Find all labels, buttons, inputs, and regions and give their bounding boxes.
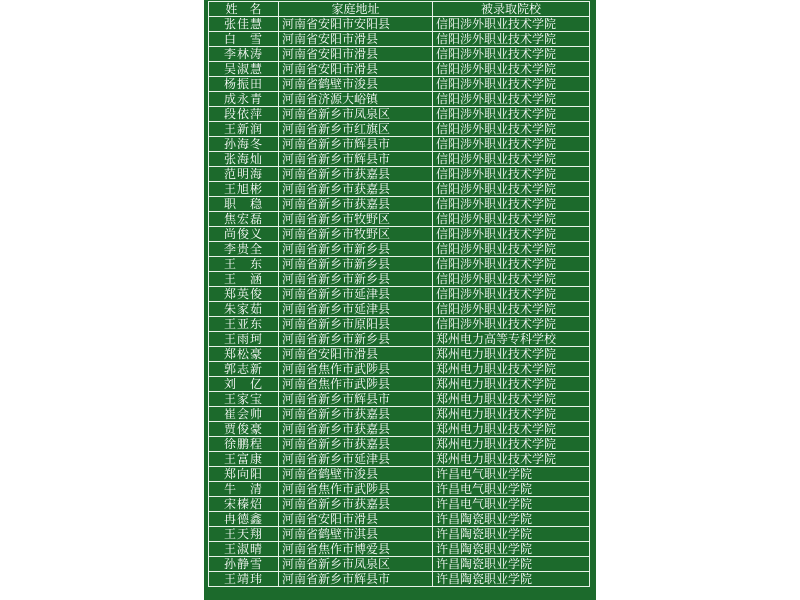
admitted-school-cell: 信阳涉外职业技术学院: [433, 47, 590, 62]
home-address-cell: 河南省焦作市武陟县: [279, 377, 433, 392]
admitted-school-cell: 郑州电力高等专科学校: [433, 332, 590, 347]
admitted-school-cell: 信阳涉外职业技术学院: [433, 197, 590, 212]
student-name-cell: 王亚东: [209, 317, 279, 332]
admitted-school-cell: 信阳涉外职业技术学院: [433, 137, 590, 152]
table-row: [209, 17, 590, 32]
table-row: [209, 32, 590, 47]
admitted-school-cell: 信阳涉外职业技术学院: [433, 122, 590, 137]
home-address-cell: 河南省新乡市牧野区: [279, 212, 433, 227]
admitted-school-cell: 信阳涉外职业技术学院: [433, 92, 590, 107]
table-row: [209, 377, 590, 392]
table-row: [209, 122, 590, 137]
table-row: [209, 152, 590, 167]
student-name-cell: 郑向阳: [209, 467, 279, 482]
admitted-school-cell: 信阳涉外职业技术学院: [433, 272, 590, 287]
student-name-cell: 贾俊豪: [209, 422, 279, 437]
table-row: [209, 332, 590, 347]
admitted-school-cell: 许昌陶瓷职业学院: [433, 542, 590, 557]
admitted-school-cell: 许昌电气职业学院: [433, 482, 590, 497]
student-name-cell: 王天翔: [209, 527, 279, 542]
home-address-cell: 河南省新乡市获嘉县: [279, 497, 433, 512]
home-address-cell: 河南省新乡市获嘉县: [279, 182, 433, 197]
admitted-school-cell: 信阳涉外职业技术学院: [433, 257, 590, 272]
home-address-cell: 河南省鹤壁市浚县: [279, 467, 433, 482]
student-name-cell: 孙静雪: [209, 557, 279, 572]
table-row: [209, 167, 590, 182]
admitted-school-cell: 许昌陶瓷职业学院: [433, 572, 590, 587]
admission-roster-table: [208, 1, 590, 587]
table-row: [209, 347, 590, 362]
admitted-school-cell: 郑州电力职业技术学院: [433, 377, 590, 392]
student-name-cell: 尚俊义: [209, 227, 279, 242]
home-address-cell: 河南省新乡市新乡县: [279, 242, 433, 257]
table-row: [209, 512, 590, 527]
home-address-cell: 河南省新乡市凤泉区: [279, 107, 433, 122]
home-address-cell: 河南省鹤壁市浚县: [279, 77, 433, 92]
home-address-cell: 河南省安阳市滑县: [279, 512, 433, 527]
student-name-cell: 孙海冬: [209, 137, 279, 152]
table-row: [209, 542, 590, 557]
home-address-cell: 河南省新乡市获嘉县: [279, 167, 433, 182]
home-address-cell: 河南省新乡市获嘉县: [279, 422, 433, 437]
student-name-cell: 郑英俊: [209, 287, 279, 302]
header-admitted-school: 被录取院校: [433, 2, 590, 17]
student-name-cell: 李林涛: [209, 47, 279, 62]
admitted-school-cell: 信阳涉外职业技术学院: [433, 212, 590, 227]
home-address-cell: 河南省新乡市新乡县: [279, 272, 433, 287]
student-name-cell: 李贵全: [209, 242, 279, 257]
table-row: [209, 182, 590, 197]
home-address-cell: 河南省安阳市安阳县: [279, 17, 433, 32]
table-row: [209, 482, 590, 497]
home-address-cell: 河南省鹤壁市淇县: [279, 527, 433, 542]
home-address-cell: 河南省安阳市滑县: [279, 32, 433, 47]
table-row: [209, 77, 590, 92]
student-name-cell: 张佳慧: [209, 17, 279, 32]
admitted-school-cell: 信阳涉外职业技术学院: [433, 152, 590, 167]
table-row: [209, 137, 590, 152]
table-row: [209, 92, 590, 107]
student-name-cell: 王富康: [209, 452, 279, 467]
admitted-school-cell: 信阳涉外职业技术学院: [433, 317, 590, 332]
student-name-cell: 吴淑慧: [209, 62, 279, 77]
table-row: [209, 242, 590, 257]
table-row: [209, 497, 590, 512]
admitted-school-cell: 郑州电力职业技术学院: [433, 452, 590, 467]
home-address-cell: 河南省新乡市新乡县: [279, 332, 433, 347]
student-name-cell: 成永青: [209, 92, 279, 107]
admitted-school-cell: 信阳涉外职业技术学院: [433, 107, 590, 122]
home-address-cell: 河南省焦作市武陟县: [279, 362, 433, 377]
home-address-cell: 河南省新乡市延津县: [279, 452, 433, 467]
table-row: [209, 317, 590, 332]
student-name-cell: 王新润: [209, 122, 279, 137]
home-address-cell: 河南省新乡市获嘉县: [279, 197, 433, 212]
admitted-school-cell: 郑州电力职业技术学院: [433, 347, 590, 362]
admitted-school-cell: 郑州电力职业技术学院: [433, 362, 590, 377]
admitted-school-cell: 信阳涉外职业技术学院: [433, 32, 590, 47]
table-row: [209, 422, 590, 437]
admitted-school-cell: 郑州电力职业技术学院: [433, 437, 590, 452]
table-row: [209, 47, 590, 62]
student-name-cell: 刘 亿: [209, 377, 279, 392]
home-address-cell: 河南省安阳市滑县: [279, 47, 433, 62]
home-address-cell: 河南省新乡市延津县: [279, 287, 433, 302]
admitted-school-cell: 郑州电力职业技术学院: [433, 422, 590, 437]
student-name-cell: 冉德鑫: [209, 512, 279, 527]
table-row: [209, 62, 590, 77]
student-name-cell: 徐鹏程: [209, 437, 279, 452]
table-row: [209, 197, 590, 212]
admitted-school-cell: 许昌电气职业学院: [433, 497, 590, 512]
student-name-cell: 崔会帅: [209, 407, 279, 422]
student-name-cell: 郭志新: [209, 362, 279, 377]
student-name-cell: 宋榛炤: [209, 497, 279, 512]
student-name-cell: 范明海: [209, 167, 279, 182]
home-address-cell: 河南省新乡市凤泉区: [279, 557, 433, 572]
admitted-school-cell: 许昌陶瓷职业学院: [433, 557, 590, 572]
student-name-cell: 牛 清: [209, 482, 279, 497]
home-address-cell: 河南省新乡市红旗区: [279, 122, 433, 137]
admitted-school-cell: 许昌陶瓷职业学院: [433, 527, 590, 542]
table-row: [209, 362, 590, 377]
student-name-cell: 郑松豪: [209, 347, 279, 362]
home-address-cell: 河南省新乡市延津县: [279, 302, 433, 317]
home-address-cell: 河南省新乡市辉县市: [279, 572, 433, 587]
admitted-school-cell: 信阳涉外职业技术学院: [433, 167, 590, 182]
student-name-cell: 职 稳: [209, 197, 279, 212]
table-row: [209, 302, 590, 317]
admitted-school-cell: 郑州电力职业技术学院: [433, 407, 590, 422]
header-name: 姓 名: [209, 2, 279, 17]
table-row: [209, 257, 590, 272]
admitted-school-cell: 信阳涉外职业技术学院: [433, 242, 590, 257]
table-row: [209, 407, 590, 422]
table-row: [209, 467, 590, 482]
home-address-cell: 河南省新乡市辉县市: [279, 152, 433, 167]
admitted-school-cell: 信阳涉外职业技术学院: [433, 227, 590, 242]
header-home-address: 家庭地址: [279, 2, 433, 17]
home-address-cell: 河南省安阳市滑县: [279, 347, 433, 362]
student-name-cell: 王雨珂: [209, 332, 279, 347]
student-name-cell: 王 涵: [209, 272, 279, 287]
admitted-school-cell: 信阳涉外职业技术学院: [433, 287, 590, 302]
student-name-cell: 张海灿: [209, 152, 279, 167]
home-address-cell: 河南省新乡市新乡县: [279, 257, 433, 272]
student-name-cell: 朱家茹: [209, 302, 279, 317]
student-name-cell: 段依萍: [209, 107, 279, 122]
admitted-school-cell: 信阳涉外职业技术学院: [433, 17, 590, 32]
home-address-cell: 河南省新乡市辉县市: [279, 137, 433, 152]
student-name-cell: 王 东: [209, 257, 279, 272]
admitted-school-cell: 许昌陶瓷职业学院: [433, 512, 590, 527]
table-row: [209, 107, 590, 122]
table-row: [209, 437, 590, 452]
table-row: [209, 572, 590, 587]
student-name-cell: 王家宝: [209, 392, 279, 407]
admitted-school-cell: 信阳涉外职业技术学院: [433, 62, 590, 77]
table-row: [209, 452, 590, 467]
admitted-school-cell: 信阳涉外职业技术学院: [433, 182, 590, 197]
home-address-cell: 河南省新乡市获嘉县: [279, 437, 433, 452]
student-name-cell: 王旭彬: [209, 182, 279, 197]
home-address-cell: 河南省安阳市滑县: [279, 62, 433, 77]
table-header-row: [209, 2, 590, 17]
home-address-cell: 河南省焦作市博爱县: [279, 542, 433, 557]
student-name-cell: 杨振田: [209, 77, 279, 92]
admitted-school-cell: 许昌电气职业学院: [433, 467, 590, 482]
home-address-cell: 河南省济源大峪镇: [279, 92, 433, 107]
student-name-cell: 王淑晴: [209, 542, 279, 557]
table-row: [209, 272, 590, 287]
admitted-school-cell: 信阳涉外职业技术学院: [433, 302, 590, 317]
table-row: [209, 527, 590, 542]
home-address-cell: 河南省新乡市辉县市: [279, 392, 433, 407]
student-name-cell: 白 雪: [209, 32, 279, 47]
student-name-cell: 王靖玮: [209, 572, 279, 587]
home-address-cell: 河南省新乡市原阳县: [279, 317, 433, 332]
student-name-cell: 焦宏磊: [209, 212, 279, 227]
home-address-cell: 河南省焦作市武陟县: [279, 482, 433, 497]
table-row: [209, 212, 590, 227]
table-row: [209, 287, 590, 302]
table-row: [209, 392, 590, 407]
admitted-school-cell: 信阳涉外职业技术学院: [433, 77, 590, 92]
home-address-cell: 河南省新乡市获嘉县: [279, 407, 433, 422]
admitted-school-cell: 郑州电力职业技术学院: [433, 392, 590, 407]
table-row: [209, 227, 590, 242]
home-address-cell: 河南省新乡市牧野区: [279, 227, 433, 242]
table-row: [209, 557, 590, 572]
